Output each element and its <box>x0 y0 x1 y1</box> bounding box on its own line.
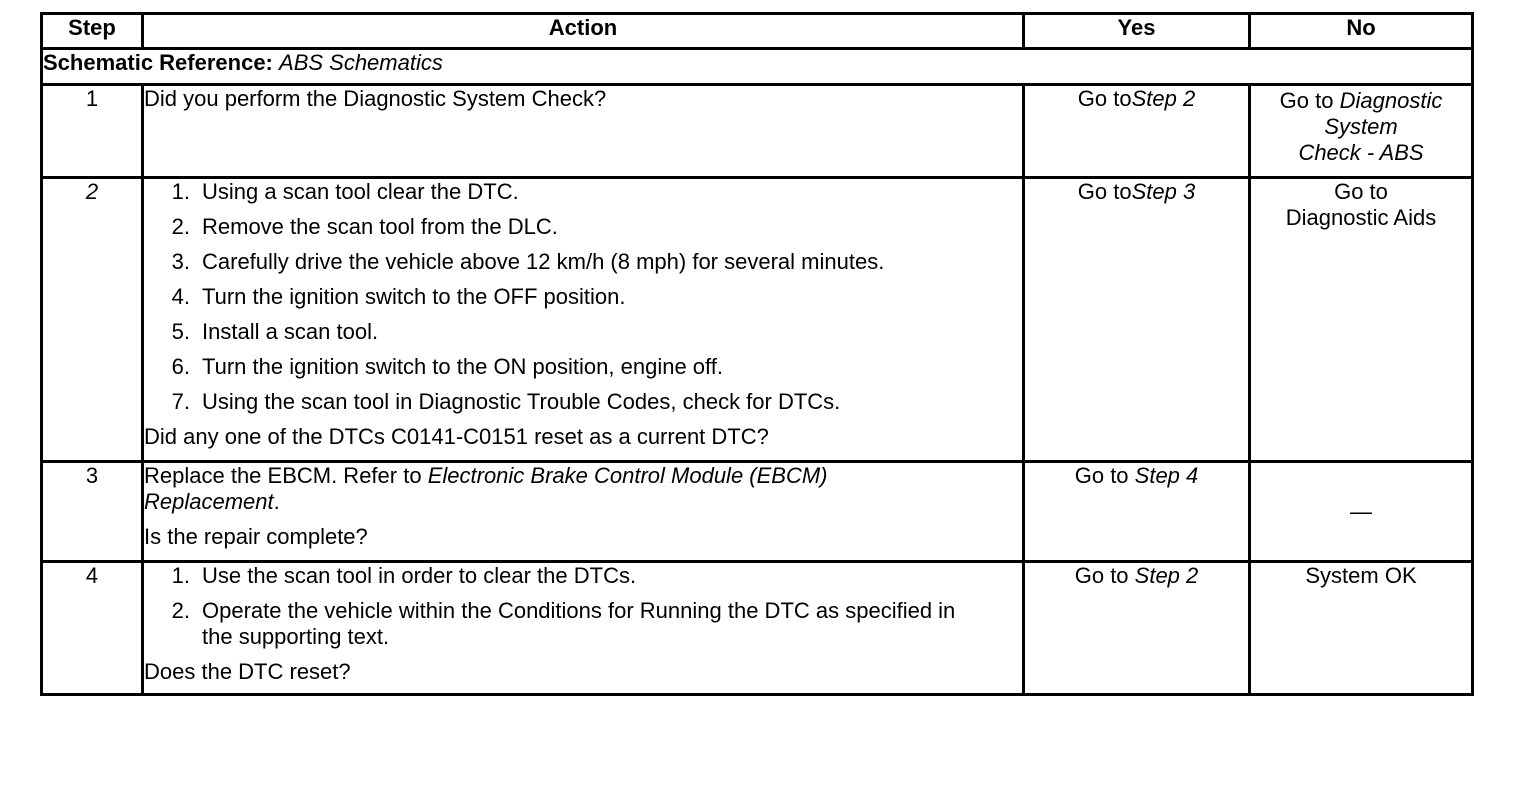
substep-item <box>144 354 1022 380</box>
action-question: Is the repair complete? <box>144 524 368 549</box>
substep-item <box>144 319 1022 345</box>
instruction-suffix: . <box>273 489 280 514</box>
substep-text: Using the scan tool in Diagnostic Trouble Codes, check for DTCs. <box>202 389 841 414</box>
substep-number: 2. <box>171 598 190 623</box>
header-no: No <box>1250 14 1473 49</box>
substep-number: 7. <box>171 389 190 414</box>
instruction-prefix: Replace the EBCM. Refer to <box>144 463 422 488</box>
substep-text: Turn the ignition switch to the ON position, engine off. <box>202 354 723 379</box>
yes-prefix: Go to <box>1077 179 1132 204</box>
schematic-reference-label: Schematic Reference: <box>43 50 273 75</box>
substep-item <box>144 598 1022 650</box>
no-link-line3[interactable]: Check - ABS <box>1298 140 1424 165</box>
substep-item <box>144 284 1022 310</box>
action-question: Did any one of the DTCs C0141-C0151 reset as a current DTC? <box>144 424 769 449</box>
substep-text: Turn the ignition switch to the OFF position. <box>202 284 626 309</box>
substep-item <box>144 214 1022 240</box>
schematic-reference-row <box>42 49 1473 85</box>
yes-step-link[interactable]: Step 2 <box>1134 563 1199 588</box>
substep-number: 6. <box>171 354 190 379</box>
action-cell <box>143 462 1024 562</box>
step-number: 1 <box>42 85 143 178</box>
no-line1: Go to <box>1334 179 1388 204</box>
schematic-reference-cell <box>42 49 1473 85</box>
yes-cell <box>1024 178 1250 462</box>
substep-item <box>144 249 1022 275</box>
table-row <box>42 85 1473 178</box>
no-prefix: Go to <box>1279 88 1334 113</box>
action-cell <box>143 85 1024 178</box>
diagnostic-table <box>40 12 1474 696</box>
action-cell <box>143 562 1024 695</box>
substep-list <box>144 563 1022 650</box>
no-dash: — <box>1350 498 1372 524</box>
substep-number: 1. <box>171 563 190 588</box>
instruction-ref-link-line1[interactable]: Electronic Brake Control Module (EBCM) <box>427 463 828 488</box>
substep-text: Operate the vehicle within the Conditions for Running the DTC as specified in the supporting text. <box>202 598 956 649</box>
substep-item <box>144 563 1022 589</box>
substep-number: 3. <box>171 249 190 274</box>
no-cell <box>1250 562 1473 695</box>
substep-text: Use the scan tool in order to clear the DTCs. <box>202 563 637 588</box>
table-row <box>42 462 1473 562</box>
no-cell <box>1250 178 1473 462</box>
table-row <box>42 178 1473 462</box>
substep-text: Carefully drive the vehicle above 12 km/h (8 mph) for several minutes. <box>202 249 885 274</box>
substep-number: 5. <box>171 319 190 344</box>
yes-step-link[interactable]: Step 4 <box>1134 463 1199 488</box>
yes-step-link[interactable]: Step 3 <box>1131 179 1196 204</box>
step-number: 4 <box>42 562 143 695</box>
table-row <box>42 562 1473 695</box>
yes-cell <box>1024 462 1250 562</box>
action-question: Did you perform the Diagnostic System Check? <box>144 86 607 111</box>
header-action: Action <box>143 14 1024 49</box>
no-cell <box>1250 462 1473 562</box>
substep-item <box>144 179 1022 205</box>
substep-item <box>144 389 1022 415</box>
schematic-reference-link[interactable]: ABS Schematics <box>279 50 443 75</box>
yes-prefix: Go to <box>1077 86 1132 111</box>
yes-cell <box>1024 85 1250 178</box>
no-link-line1[interactable]: Diagnostic <box>1339 88 1443 113</box>
yes-cell <box>1024 562 1250 695</box>
header-step: Step <box>42 14 143 49</box>
substep-text: Install a scan tool. <box>202 319 379 344</box>
substep-number: 4. <box>171 284 190 309</box>
action-instruction <box>144 463 1022 515</box>
header-yes: Yes <box>1024 14 1250 49</box>
instruction-ref-link-line2[interactable]: Replacement <box>144 489 274 514</box>
no-cell <box>1250 85 1473 178</box>
yes-step-link[interactable]: Step 2 <box>1131 86 1196 111</box>
substep-list <box>144 179 1022 415</box>
step-number: 2 <box>42 178 143 462</box>
action-cell <box>143 178 1024 462</box>
action-question: Does the DTC reset? <box>144 659 351 684</box>
no-system-ok: System OK <box>1305 563 1417 588</box>
substep-text: Remove the scan tool from the DLC. <box>202 214 558 239</box>
substep-number: 1. <box>171 179 190 204</box>
no-diagnostic-aids-link[interactable]: Diagnostic Aids <box>1285 205 1437 230</box>
header-row <box>42 14 1473 49</box>
substep-number: 2. <box>171 214 190 239</box>
yes-prefix: Go to <box>1074 563 1135 588</box>
step-number: 3 <box>42 462 143 562</box>
no-link-line2[interactable]: System <box>1324 114 1398 139</box>
substep-text: Using a scan tool clear the DTC. <box>202 179 519 204</box>
yes-prefix: Go to <box>1074 463 1135 488</box>
